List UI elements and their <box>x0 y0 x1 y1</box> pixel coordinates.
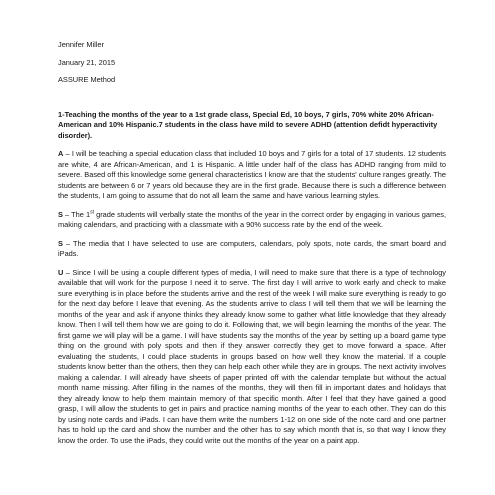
section-analyze-text: – I will be teaching a special education class that included 10 boys and 7 girls for a total of 17 students. 12 students are white, 4 are African-American, and 1 is Hispanic. A little under half of the class has ADHD ranging from mild to severe. Based off this knowledge some general characteristics I know are that the students' culture ranges greatly. The students are between 6 or 7 years old because they are in the first grade. Because there is such a difference between the students, I am going to assume that do not all learn the same and have various learning styles. <box>58 149 446 200</box>
section-select-letter: S <box>58 238 63 248</box>
lesson-title: 1-Teaching the months of the year to a 1st grade class, Special Ed, 10 boys, 7 girls, 70% white 20% African-American and 10% Hispanic.7 students in the class have mild to severe ADHD (attention defidt hyperactivity disorder). <box>58 109 438 140</box>
method-name: ASSURE Method <box>58 75 116 84</box>
section-utilize-text: – Since I will be using a couple different types of media, I will need to make sure that there is a type of technology available that will work for the purpose I need it to serve. The first day I will arrive to work early and check to make sure everything is in place before the students arrive and the rest of the week I will make sure everything is ready to go for the next day before I leave that evening. As the students arrive to class I will tell them that we will be learning the months of the year and ask if anyone thinks they already know some to gather what little knowledge that they already know. Then I will tell them how we are going to do it. Following that, we will begin learning the months of the year. The first game we will play will be a game. I will have students say the months of the year by setting up a board game type thing on the ground with poly spots and then if they answer correctly they get to move forward a space. After evaluating the students, I could place students in groups based on how well they know the material. If a couple students know better than the others, then they can help each other while they are in groups. The next activity involves making a calendar. I will already have sheets of paper printed off with the calendar template but without the actual month name missing. After filling in the names of the months, they will then fill in important dates and holidays that they already know to help them maintain memory of that specific month. After I feel that they have gained a good grasp, I will allow the students to get in pairs and practice naming months of the year to each other. They can do this by using note cards and iPads. I can have them write the numbers 1-12 on one side of the note card and one partner has to hold up the card and show the number and the other has to say which month that is, so that way I know they know the order. To use the iPads, they could write out the months of the year on a paint app. <box>58 267 446 445</box>
section-analyze <box>58 149 446 202</box>
section-select-text: – The media that I have selected to use are computers, calendars, poly spots, note cards, the smart board and iPads. <box>58 238 446 258</box>
section-state-text-before: – The 1 <box>62 209 91 219</box>
author-name: Jennifer Miller <box>58 40 105 49</box>
section-state-superscript: st <box>90 209 94 216</box>
section-analyze-letter: A <box>58 149 64 158</box>
section-utilize-letter: U <box>58 267 64 277</box>
document-page <box>58 40 446 454</box>
section-utilize-media <box>58 268 446 447</box>
section-select-media <box>58 239 446 260</box>
section-state-objectives <box>58 210 446 231</box>
section-state-text-after: grade students will verbally state the months of the year in the correct order by engaging in various games, making calendars, and practicing with a classmate with a 90% success rate by the end of the week. <box>58 209 446 229</box>
document-date: January 21, 2015 <box>58 57 116 67</box>
section-state-letter: S <box>58 209 63 219</box>
